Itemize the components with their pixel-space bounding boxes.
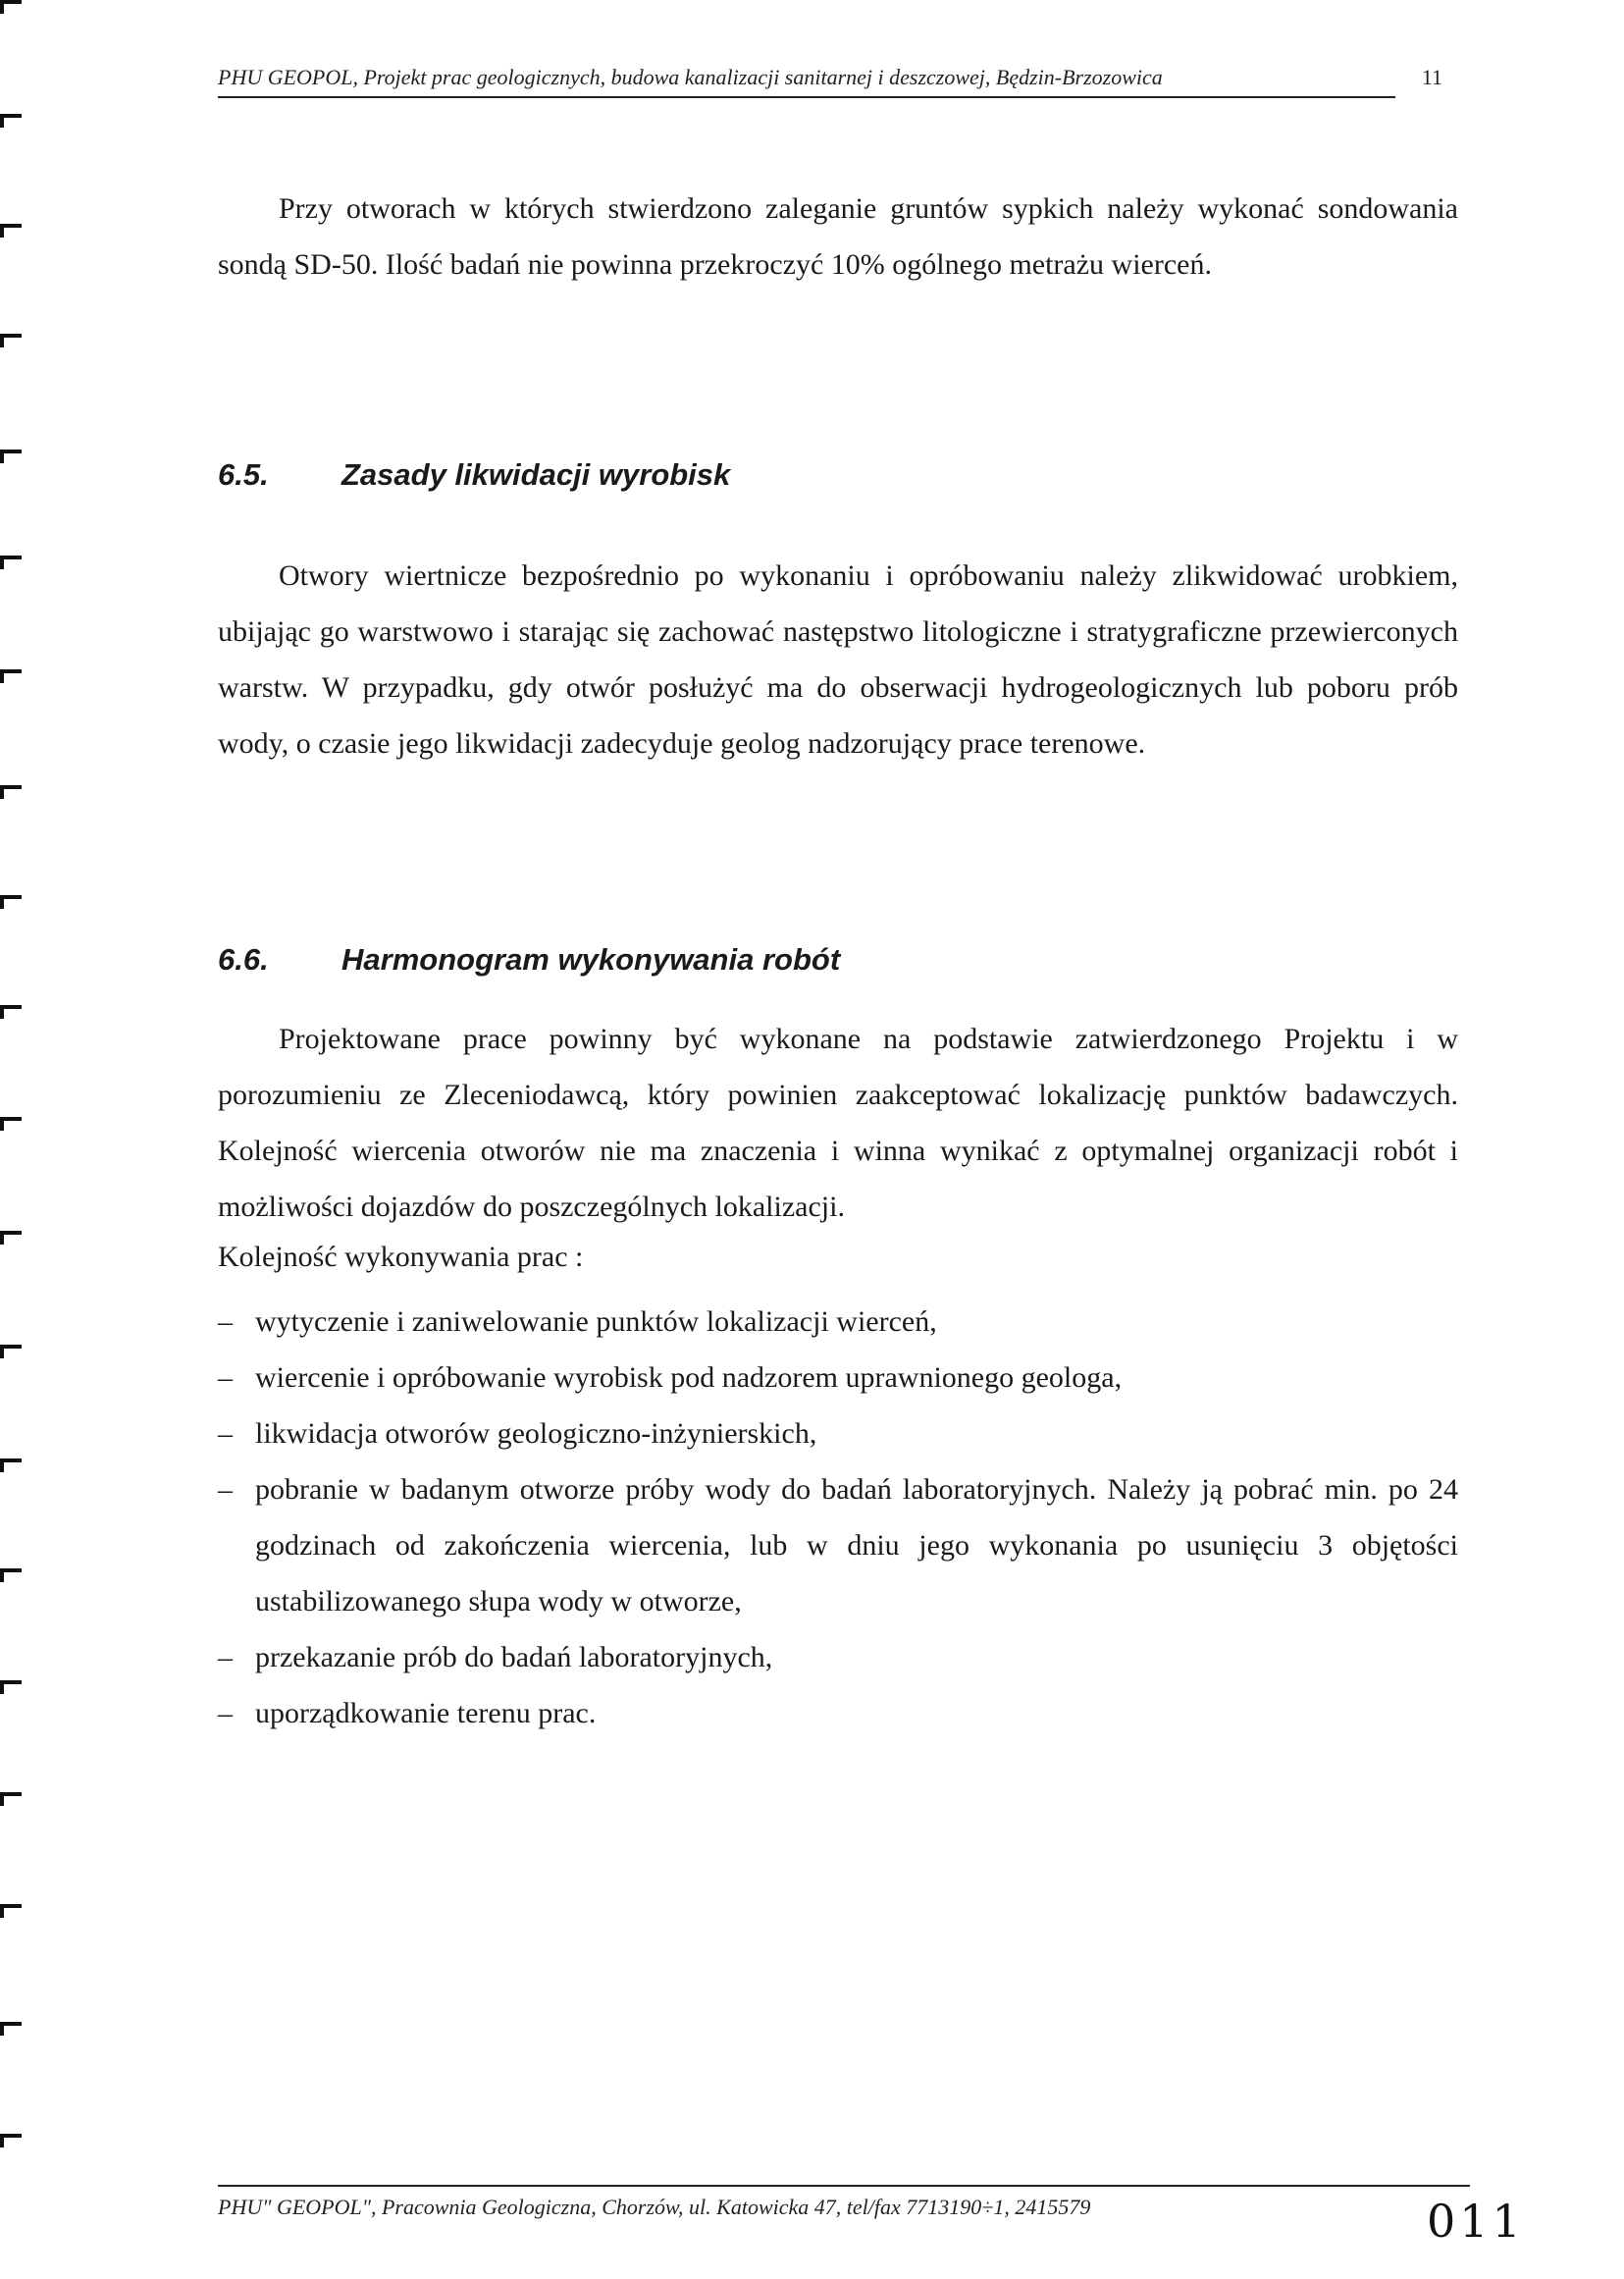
binder-mark [0,334,22,338]
list-item [218,1685,1458,1741]
binder-mark [0,1231,22,1235]
binder-mark [0,114,22,118]
list-item-text: wiercenie i opróbowanie wyrobisk pod nadzorem uprawnionego geologa, [255,1361,1123,1394]
list-item [218,1294,1458,1350]
section-6-6-paragraph: Projektowane prace powinny być wykonane na podstawie zatwierdzonego Projektu i w porozumieniu ze Zleceniodawcą, który powinien zaakceptować lokalizację punktów badawczych. Kolejność wiercenia otworów nie ma znaczenia i winna wynikać z optymalnej organizacji robót i możliwości dojazdów do poszczególnych lokalizacji. [218,1023,1458,1223]
footer-text: PHU" GEOPOL", Pracownia Geologiczna, Chorzów, ul. Katowicka 47, tel/fax 7713190÷1, 2415579 [218,2195,1091,2219]
intro-paragraph: Przy otworach w których stwierdzono zaleganie gruntów sypkich należy wykonać sondowania sondą SD-50. Ilość badań nie powinna przekroczyć 10% ogólnego metrażu wierceń. [218,192,1458,281]
binder-mark [0,556,22,559]
binder-mark [0,2134,22,2138]
section-number: 6.6. [218,942,269,977]
list-item [218,1629,1458,1685]
binder-mark [0,1458,22,1462]
header-text: PHU GEOPOL, Projekt prac geologicznych, budowa kanalizacji sanitarnej i deszczowej, Będzin-Brzozowica [218,65,1163,89]
binder-mark [0,1117,22,1121]
section-title: Zasady likwidacji wyrobisk [341,457,731,492]
list-dash: – [218,1697,233,1729]
binder-mark [0,1792,22,1796]
section-number: 6.5. [218,457,269,492]
page-stamp: 011 [1427,2195,1525,2248]
list-lead: Kolejność wykonywania prac : [218,1241,584,1273]
header-rule [218,96,1395,98]
list-dash: – [218,1473,233,1506]
list-item-text: przekazanie prób do badań laboratoryjnych, [255,1641,773,1673]
list-item-text: likwidacja otworów geologiczno-inżynierskich, [255,1417,817,1450]
footer-rule [218,2185,1470,2187]
list-item-text: pobranie w badanym otworze próby wody do badań laboratoryjnych. Należy ją pobrać min. po 24 godzinach od zakończenia wiercenia, lub w dniu jego wykonania po usunięciu 3 objętości ustabilizowanego słupa wody w otworze, [255,1473,1458,1617]
list-item-text: uporządkowanie terenu prac. [255,1697,597,1729]
section-6-5-paragraph: Otwory wiertnicze bezpośrednio po wykonaniu i opróbowaniu należy zlikwidować urobkiem, ubijając go warstwowo i starając się zachować następstwo litologiczne i stratygraficzne przewierconych warstw. W przypadku, gdy otwór posłużyć ma do obserwacji hydrogeologicznych lub poboru prób wody, o czasie jego likwidacji zadecyduje geolog nadzorujący prace terenowe. [218,559,1458,760]
binder-mark [0,1568,22,1572]
binder-mark [0,450,22,453]
list-item [218,1350,1458,1405]
page-number: 11 [1421,65,1442,89]
binder-mark [0,785,22,789]
binder-mark [0,0,22,4]
list-dash: – [218,1641,233,1673]
binder-mark [0,2022,22,2026]
section-heading-6-5 [218,457,730,493]
binder-mark [0,1005,22,1009]
list-item-text: wytyczenie i zaniwelowanie punktów lokalizacji wierceń, [255,1305,937,1338]
list-item [218,1405,1458,1461]
binder-mark [0,895,22,899]
binder-mark [0,224,22,228]
running-header [218,65,1442,98]
binder-mark [0,669,22,673]
list-dash: – [218,1305,233,1338]
binder-mark [0,1345,22,1349]
binder-mark [0,1904,22,1908]
binder-mark [0,1680,22,1684]
list-item [218,1461,1458,1629]
list-dash: – [218,1361,233,1394]
work-sequence-list [218,1294,1458,1741]
list-dash: – [218,1417,233,1450]
section-title: Harmonogram wykonywania robót [341,942,841,977]
section-heading-6-6 [218,942,840,978]
